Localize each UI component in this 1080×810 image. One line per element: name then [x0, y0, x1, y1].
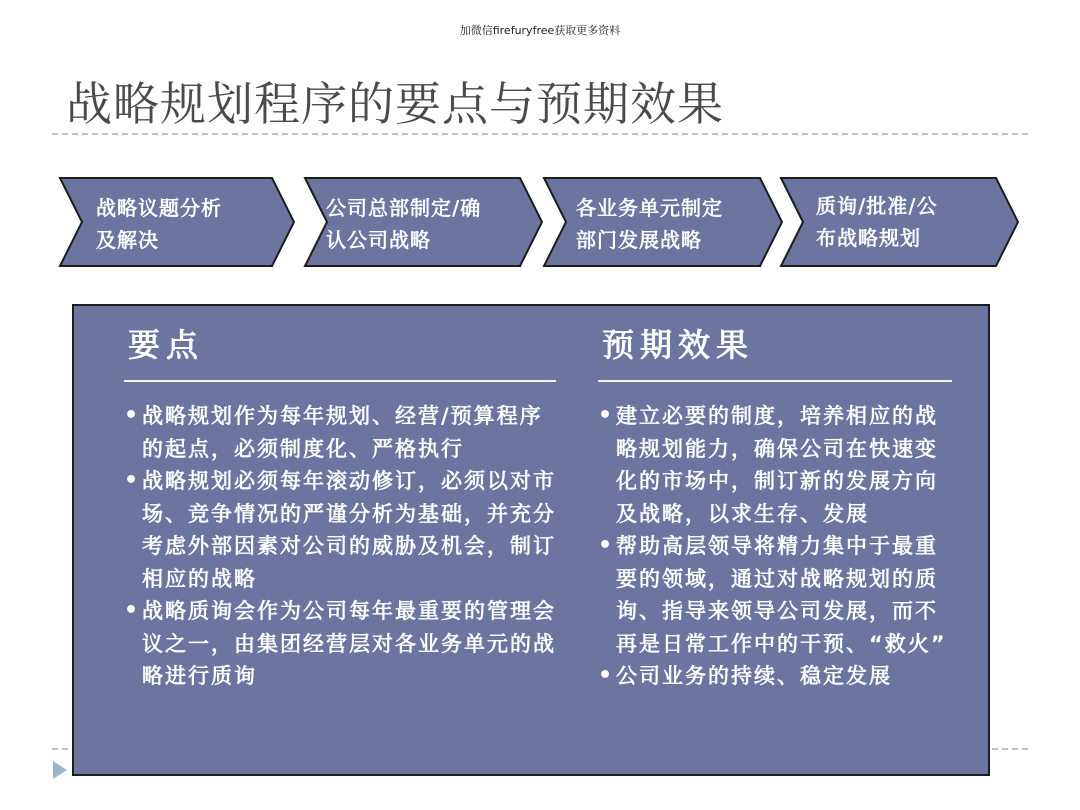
- step-3-line-1: 各业务单元制定: [576, 196, 723, 220]
- step-2-label: [326, 192, 481, 256]
- triangle-arrow-icon: [52, 760, 68, 780]
- step-3-line-2: 部门发展战略: [576, 228, 702, 252]
- expected-effect-item: • 建立必要的制度，培养相应的战略规划能力，确保公司在快速变化的市场中，制订新的发展方向及战略，以求生存、发展: [598, 400, 952, 530]
- expected-effects-column: [598, 320, 952, 693]
- step-4-line-1: 质询/批准/公: [816, 194, 938, 218]
- step-2-line-1: 公司总部制定/确: [326, 196, 482, 220]
- title-divider: [52, 133, 1028, 135]
- step-1-line-1: 战略议题分析: [96, 196, 222, 220]
- expected-effects-underline: [598, 380, 952, 382]
- expected-effects-heading: 预期效果: [602, 326, 755, 364]
- key-points-list: [124, 400, 556, 693]
- key-points-heading: 要点: [128, 326, 205, 364]
- key-point-item: • 战略规划作为每年规划、经营/预算程序的起点，必须制度化、严格执行: [124, 400, 556, 465]
- key-points-column: [124, 320, 556, 693]
- key-point-item: • 战略质询会作为公司每年最重要的管理会议之一，由集团经营层对各业务单元的战略进行质询: [124, 595, 556, 693]
- content-panel: [72, 304, 990, 776]
- watermark-text: 加微信firefuryfree获取更多资料: [459, 24, 621, 37]
- expected-effect-item: • 帮助高层领导将精力集中于最重要的领域，通过对战略规划的质询、指导来领导公司发展，而不再是日常工作中的干预、“救火”: [598, 530, 952, 660]
- process-flow: [0, 176, 1080, 268]
- step-4-label: [816, 190, 938, 254]
- step-4-line-2: 布战略规划: [816, 226, 921, 250]
- page-title: 战略规划程序的要点与预期效果: [66, 77, 724, 131]
- step-1-line-2: 及解决: [96, 228, 159, 252]
- key-points-underline: [124, 380, 556, 382]
- step-2-line-2: 认公司战略: [326, 228, 431, 252]
- expected-effects-list: [598, 400, 952, 693]
- expected-effect-item: • 公司业务的持续、稳定发展: [598, 660, 952, 693]
- step-1-label: [96, 192, 222, 256]
- key-point-item: • 战略规划必须每年滚动修订，必须以对市场、竞争情况的严谨分析为基础，并充分考虑外部因素对公司的威胁及机会，制订相应的战略: [124, 465, 556, 595]
- step-3-label: [576, 192, 723, 256]
